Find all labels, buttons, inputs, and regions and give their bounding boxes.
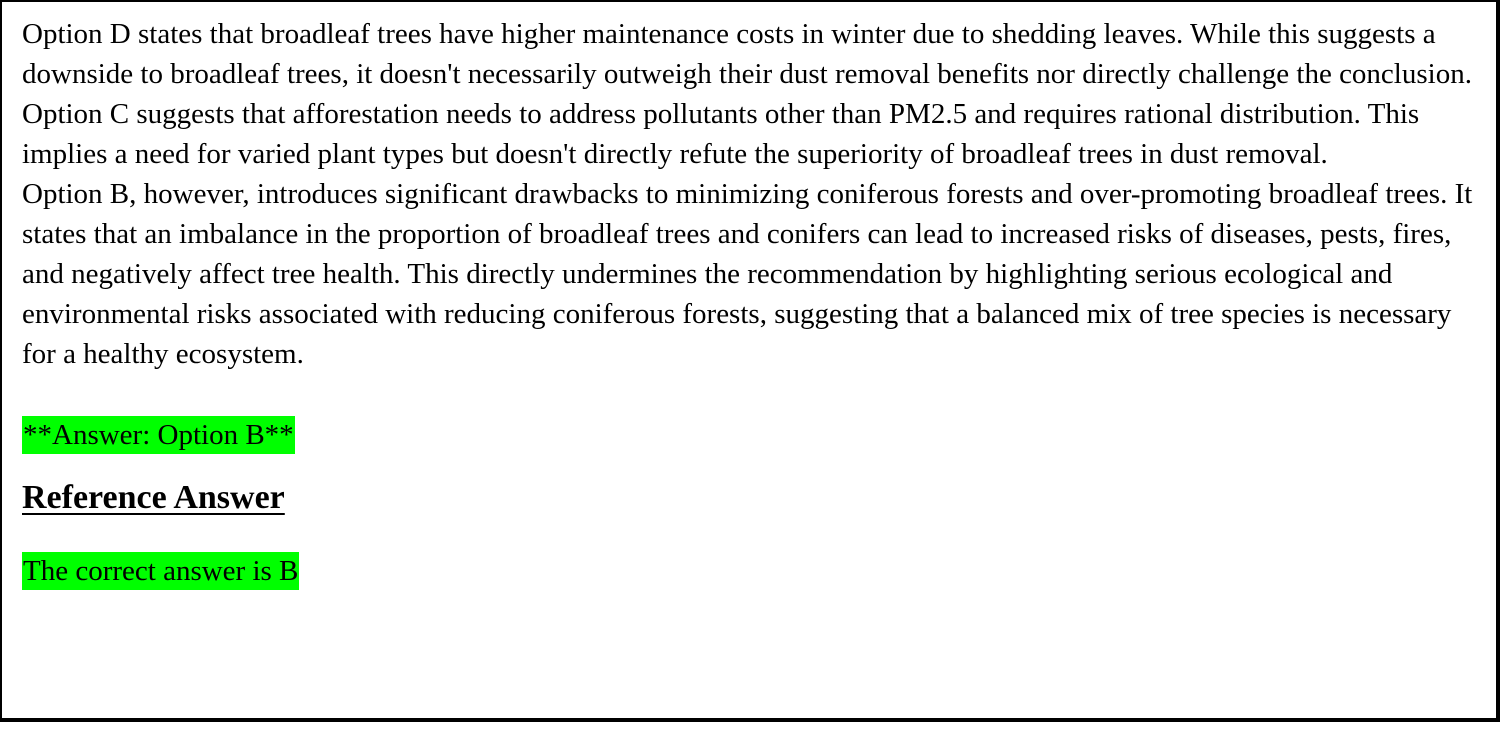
answer-line	[22, 416, 1482, 454]
answer-highlight: **Answer: Option B**	[22, 416, 295, 454]
document-content	[22, 14, 1482, 590]
paragraph-option-d: Option D states that broadleaf trees have higher maintenance costs in winter due to shedding leaves. While this suggests a downside to broadleaf trees, it doesn't necessarily outweigh their dust removal benefits nor directly challenge the conclusion.	[22, 18, 1472, 90]
paragraph-option-b: Option B, however, introduces significant drawbacks to minimizing coniferous forests and over-promoting broadleaf trees. It states that an imbalance in the proportion of broadleaf trees and conifers can lead to increased risks of diseases, pests, fires, and negatively affect tree health. This directly undermines the recommendation by highlighting serious ecological and environmental risks associated with reducing coniferous forests, suggesting that a balanced mix of tree species is necessary for a healthy ecosystem.	[22, 178, 1473, 370]
reference-answer-line	[22, 552, 1482, 590]
reference-answer-heading: Reference Answer	[22, 479, 285, 516]
blank-line	[22, 374, 1482, 414]
reference-answer-highlight: The correct answer is B	[22, 552, 299, 590]
paragraph-option-c: Option C suggests that afforestation needs to address pollutants other than PM2.5 and requires rational distribution. This implies a need for varied plant types but doesn't directly refute the superiority of broadleaf trees in dust removal.	[22, 98, 1420, 170]
